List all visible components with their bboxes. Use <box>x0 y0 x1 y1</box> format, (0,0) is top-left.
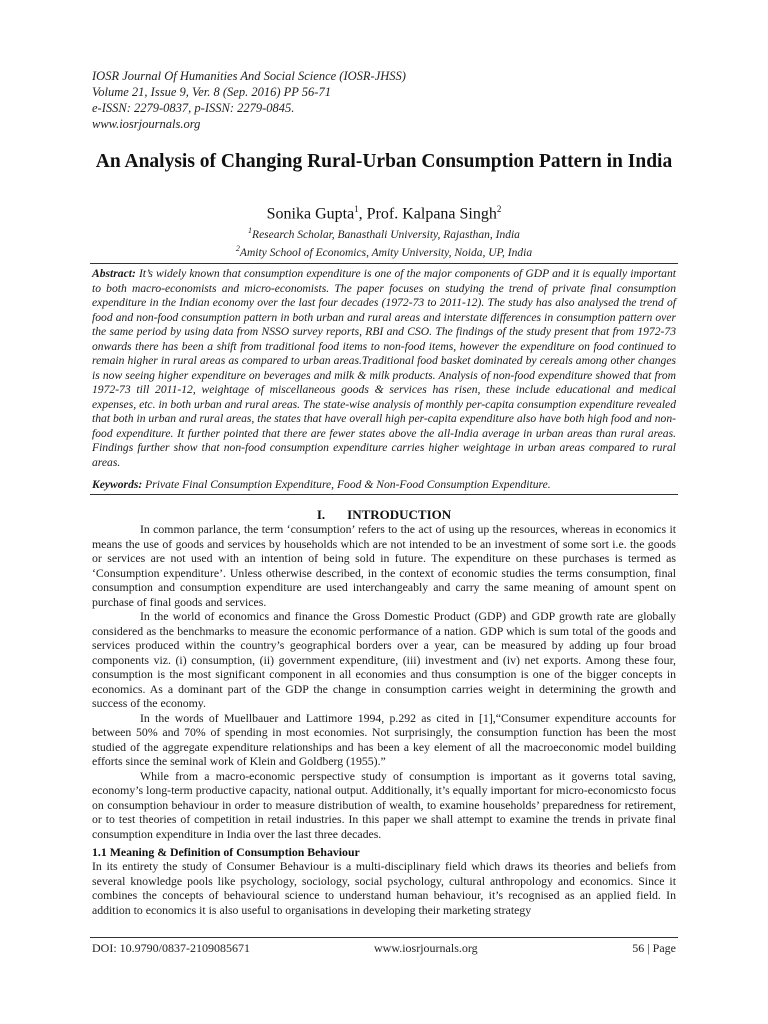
subsection-body <box>92 859 676 917</box>
affiliation-text: Amity School of Economics, Amity University, Noida, UP, India <box>239 246 533 259</box>
paragraph: In the world of economics and finance the Gross Domestic Product (GDP) and GDP growth rate are globally considered as the benchmarks to measure the economic performance of a nation. GDP which is sum total of the goods and services produced within the country’s geographical borders over a year, can be measured by adding up four broad components viz. (i) consumption, (ii) government expenditure, (iii) investment and (iv) net exports. Among these four, consumption is the most significant component in all economies and thus consumption is one of the bigger concepts in economics. As a dominant part of the GDP the change in consumption carries weight in determining the growth and success of the economy. <box>92 609 676 710</box>
section-title: INTRODUCTION <box>347 507 452 522</box>
author-name: Prof. Kalpana Singh <box>366 205 497 223</box>
introduction-body <box>92 522 676 841</box>
author-affiliation-mark: 2 <box>496 204 502 214</box>
author-list <box>80 204 688 223</box>
paragraph: In the words of Muellbauer and Lattimore 1994, p.292 as cited in [1],“Consumer expenditure accounts for between 50% and 70% of spending in most economies. Not surprisingly, the consumption function has been the most studied of the aggregate expenditure relationships and has been a key element of all the macroeconomic model building efforts since the seminal work of Klein and Goldberg (1955).” <box>92 710 676 768</box>
abstract-top-rule <box>90 263 678 264</box>
abstract-text: It’s widely known that consumption expenditure is one of the major components of GDP and it is equally important to both macro-economists and micro-economists. The paper focuses on studying the trend of private final consumption expenditure in the Indian economy over the last four decades (1972-73 to 2011-12). The study has also analysed the trend of food and non-food consumption pattern in both urban and rural areas and interstate differences in consumption pattern over the same period by using data from NSSO survey reports, RBI and CSO. The findings of the study present that from 1972-73 onwards there has been a shift from traditional food items to non-food items, however the expenditure on food continued to remain higher in rural areas as compared to urban areas.Traditional food basket dominated by cereals among other changes is now seeing higher expenditure on beverages and milk & milk products. Analysis of non-food expenditure showed that from 1972-73 till 2011-12, weightage of miscellaneous goods & services has risen, these include educational and medical expenses, etc. in both urban and rural areas. The state-wise analysis of monthly per-capita consumption expenditure revealed that both in urban and rural areas, the states that have overall high per-capita expenditure also have both high food and non-food expenditure. It further pointed that there are fewer states above the all-India average in urban areas than rural areas. Findings further show that non-food consumption expenditure carries higher weightage in urban areas compared to rural areas. <box>92 267 676 469</box>
journal-website: www.iosrjournals.org <box>92 117 201 131</box>
keywords <box>92 478 676 493</box>
abstract <box>92 267 676 470</box>
affiliation-mark: 1 <box>248 226 253 235</box>
author-name: Sonika Gupta <box>266 205 355 223</box>
affiliation-mark: 2 <box>235 243 240 253</box>
keywords-label: Keywords: <box>92 478 143 491</box>
journal-name: IOSR Journal Of Humanities And Social Science (IOSR-JHSS) <box>92 69 406 83</box>
paragraph: In its entirety the study of Consumer Behaviour is a multi-disciplinary field which draws its theories and beliefs from several knowledge pools like psychology, sociology, social psychology, cultural anthropology and economics. Since it combines the concepts of behavioural science to understand human behaviour, it’s recognised as an applied field. In addition to economics it is also useful to organisations in developing their marketing strategy <box>92 859 676 917</box>
abstract-bottom-rule <box>90 494 678 495</box>
author-separator: , <box>358 205 367 223</box>
paragraph: While from a macro-economic perspective study of consumption is important as it governs total saving, economy’s long-term productive capacity, national output. Additionally, it’s equally important for micro-economicsto focus on consumption behaviour in order to measure distribution of wealth, to examine households’ preparedness for retirement, or to test theories of competition in retail industries. In this paper we shall attempt to examine the trends in private final consumption expenditure in India over the last three decades. <box>92 768 676 841</box>
affiliation <box>80 224 688 242</box>
page-number: 56 | Page <box>632 941 676 955</box>
journal-issn: e-ISSN: 2279-0837, p-ISSN: 2279-0845. <box>92 101 295 115</box>
affiliation <box>80 242 688 260</box>
affiliation-list <box>80 224 688 260</box>
footer-doi: DOI: 10.9790/0837-2109085671 <box>92 941 250 955</box>
subsection-heading: 1.1 Meaning & Definition of Consumption Behaviour <box>92 845 360 859</box>
section-heading <box>80 507 688 523</box>
author-affiliation-mark: 1 <box>354 204 359 214</box>
abstract-label: Abstract: <box>92 267 136 280</box>
section-number: I. <box>316 507 326 522</box>
paragraph: In common parlance, the term ‘consumption’ refers to the act of using up the resources, whereas in economics it means the use of goods and services by households which are not intended to be an investment of some sort i.e. the goods or services are not used with an intention of being sold in future. The expenditure on these purchases is termed as ‘Consumption expenditure’. Unless otherwise described, in the context of economic studies the terms consumption, final consumption and consumption expenditure are used interchangeably and carry the same meaning of amount spent on purchase of final goods and services. <box>92 522 676 609</box>
journal-volume: Volume 21, Issue 9, Ver. 8 (Sep. 2016) PP 56-71 <box>92 85 331 99</box>
journal-header <box>92 68 406 132</box>
footer-rule <box>90 937 678 938</box>
affiliation-text: Research Scholar, Banasthali University, Rajasthan, India <box>252 228 520 241</box>
footer-website: www.iosrjournals.org <box>374 941 478 955</box>
paper-title: An Analysis of Changing Rural-Urban Consumption Pattern in India <box>95 151 673 172</box>
keywords-text: Private Final Consumption Expenditure, Food & Non-Food Consumption Expenditure. <box>145 478 551 491</box>
